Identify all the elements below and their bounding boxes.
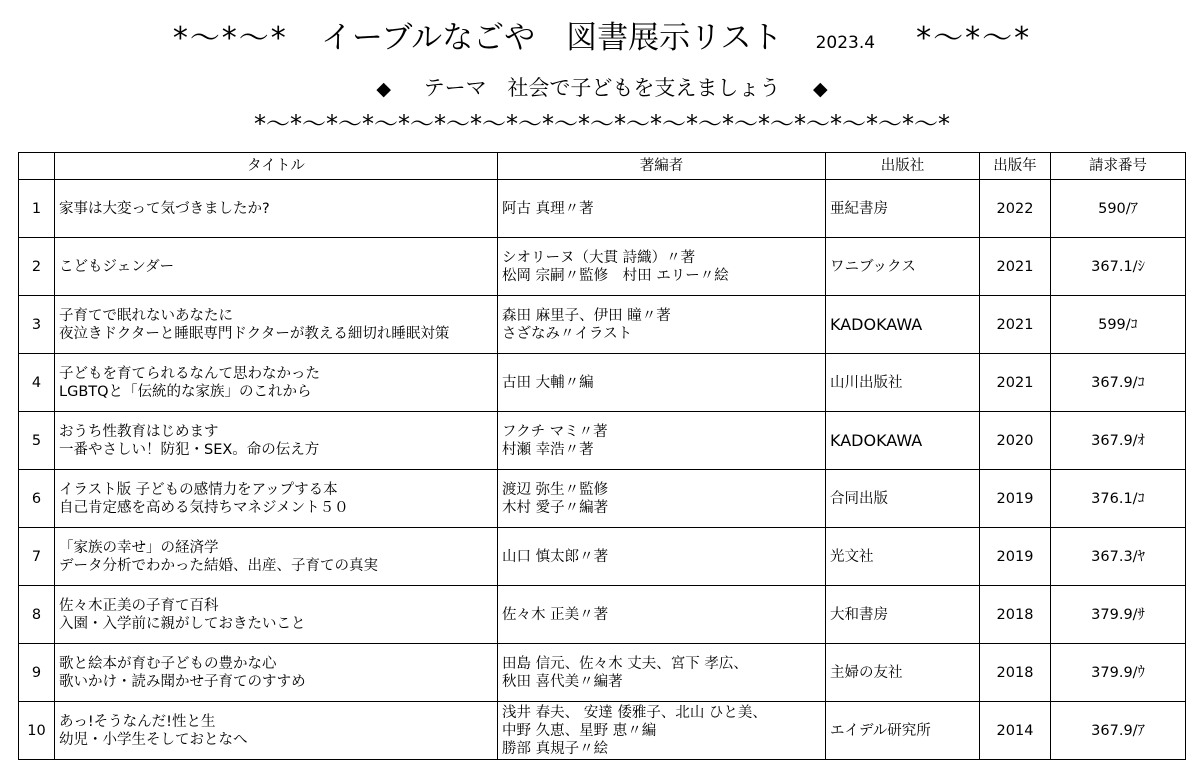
book-number: 6 <box>19 470 55 528</box>
book-author-line: 阿古 真理〃著 <box>502 200 594 217</box>
book-call-number: 599/ｺ <box>1051 296 1186 354</box>
book-title-line: 一番やさしい！防犯・SEX。命の伝え方 <box>59 441 320 458</box>
theme-line <box>0 72 1204 102</box>
column-header-call-number: 請求番号 <box>1051 153 1186 180</box>
book-year: 2019 <box>980 470 1051 528</box>
book-author <box>498 296 826 354</box>
book-author-line: 木村 愛子〃編著 <box>502 499 609 516</box>
table-row <box>19 586 1186 644</box>
book-year: 2022 <box>980 180 1051 238</box>
book-publisher: 合同出版 <box>826 470 980 528</box>
column-header-author: 著編者 <box>498 153 826 180</box>
book-number: 1 <box>19 180 55 238</box>
book-title-line: 家事は大変って気づきましたか? <box>59 200 270 217</box>
book-publisher: KADOKAWA <box>826 412 980 470</box>
book-title-line: 子どもを育てられるなんて思わなかった <box>59 365 320 382</box>
book-title <box>55 296 498 354</box>
page-title-line <box>0 12 1204 57</box>
book-title <box>55 412 498 470</box>
book-title <box>55 702 498 760</box>
book-publisher: 山川出版社 <box>826 354 980 412</box>
book-year: 2018 <box>980 586 1051 644</box>
book-author-line: 森田 麻里子、伊田 瞳〃著 <box>502 307 671 324</box>
book-author <box>498 470 826 528</box>
book-author-line: 古田 大輔〃編 <box>502 374 594 391</box>
book-number: 7 <box>19 528 55 586</box>
book-title-line: 歌いかけ・読み聞かせ子育てのすすめ <box>59 673 306 690</box>
book-year: 2014 <box>980 702 1051 760</box>
book-title <box>55 238 498 296</box>
theme-label: テーマ <box>423 76 487 100</box>
book-author-line: フクチ マミ〃著 <box>502 423 608 440</box>
book-author <box>498 180 826 238</box>
diamond-icon-left: ◆ <box>376 78 391 100</box>
book-author-line: 渡辺 弥生〃監修 <box>502 481 609 498</box>
book-author <box>498 702 826 760</box>
book-title-line: LGBTQと「伝統的な家族」のこれから <box>59 383 312 400</box>
book-title-line: 入園・入学前に親がしておきたいこと <box>59 615 306 632</box>
table-row <box>19 528 1186 586</box>
theme-text: 社会で子どもを支えましょう <box>507 76 781 100</box>
book-title-line: あっ!そうなんだ!性と生 <box>59 713 216 730</box>
table-row <box>19 702 1186 760</box>
book-call-number: 379.9/ｻ <box>1051 586 1186 644</box>
book-author <box>498 528 826 586</box>
book-title-line: データ分析でわかった結婚、出産、子育ての真実 <box>59 557 378 574</box>
table-row <box>19 296 1186 354</box>
book-publisher: エイデル研究所 <box>826 702 980 760</box>
book-list-table <box>18 152 1186 760</box>
book-publisher: 大和書房 <box>826 586 980 644</box>
book-year: 2019 <box>980 528 1051 586</box>
book-author <box>498 586 826 644</box>
column-header-number <box>19 153 55 180</box>
page-title: イーブルなごや 図書展示リスト <box>320 20 783 56</box>
book-author <box>498 412 826 470</box>
book-title <box>55 586 498 644</box>
book-publisher: KADOKAWA <box>826 296 980 354</box>
book-call-number: 367.1/ｼ <box>1051 238 1186 296</box>
book-author-line: 田島 信元、佐々木 丈夫、宮下 孝広、 <box>502 655 748 672</box>
book-publisher: 主婦の友社 <box>826 644 980 702</box>
book-publisher: 光文社 <box>826 528 980 586</box>
table-row <box>19 238 1186 296</box>
book-call-number: 367.9/ｱ <box>1051 702 1186 760</box>
book-title-line: 子育てで眠れないあなたに <box>59 307 233 324</box>
book-title-line: 歌と絵本が育む子どもの豊かな心 <box>59 655 277 672</box>
table-row <box>19 644 1186 702</box>
book-call-number: 367.9/ｵ <box>1051 412 1186 470</box>
table-header-row <box>19 153 1186 180</box>
book-call-number: 379.9/ｳ <box>1051 644 1186 702</box>
table-row <box>19 180 1186 238</box>
book-author-line: 佐々木 正美〃著 <box>502 606 609 623</box>
book-publisher: 亜紀書房 <box>826 180 980 238</box>
table-row <box>19 470 1186 528</box>
book-author <box>498 238 826 296</box>
book-number: 8 <box>19 586 55 644</box>
book-author-line: 中野 久恵、星野 恵〃編 <box>502 722 657 739</box>
book-number: 9 <box>19 644 55 702</box>
column-header-title: タイトル <box>55 153 498 180</box>
table-body <box>19 180 1186 760</box>
book-title <box>55 470 498 528</box>
title-decoration-right: *〜*〜* <box>916 21 1032 56</box>
decorative-divider: *〜*〜*〜*〜*〜*〜*〜*〜*〜*〜*〜*〜*〜*〜*〜*〜*〜*〜*〜* <box>254 110 950 138</box>
book-author-line: 秋田 喜代美〃編著 <box>502 673 623 690</box>
book-title <box>55 180 498 238</box>
book-number: 5 <box>19 412 55 470</box>
book-call-number: 367.9/ｺ <box>1051 354 1186 412</box>
book-title-line: 自己肯定感を高める気持ちマネジメント５０ <box>59 499 349 516</box>
book-author-line: 松岡 宗嗣〃監修 村田 エリー〃絵 <box>502 267 729 284</box>
book-number: 4 <box>19 354 55 412</box>
book-title-line: 「家族の幸せ」の経済学 <box>59 539 219 556</box>
book-call-number: 590/ｱ <box>1051 180 1186 238</box>
column-header-publisher: 出版社 <box>826 153 980 180</box>
book-title <box>55 528 498 586</box>
book-publisher: ワニブックス <box>826 238 980 296</box>
book-author-line: 山口 慎太郎〃著 <box>502 548 609 565</box>
title-decoration-left: *〜*〜* <box>172 21 288 56</box>
book-title-line: 夜泣きドクターと睡眠専門ドクターが教える細切れ睡眠対策 <box>59 325 450 342</box>
book-title-line: おうち性教育はじめます <box>59 423 219 440</box>
book-author-line: 勝部 真規子〃絵 <box>502 740 609 757</box>
book-call-number: 367.3/ﾔ <box>1051 528 1186 586</box>
book-title-line: こどもジェンダー <box>59 258 175 275</box>
diamond-icon-right: ◆ <box>813 78 828 100</box>
book-author <box>498 354 826 412</box>
column-header-year: 出版年 <box>980 153 1051 180</box>
book-author-line: 浅井 春夫、 安達 倭雅子、北山 ひと美、 <box>502 704 767 721</box>
book-title <box>55 354 498 412</box>
book-year: 2021 <box>980 238 1051 296</box>
book-call-number: 376.1/ｺ <box>1051 470 1186 528</box>
book-author <box>498 644 826 702</box>
book-author-line: さざなみ〃イラスト <box>502 325 633 342</box>
book-title-line: イラスト版 子どもの感情力をアップする本 <box>59 481 338 498</box>
table-row <box>19 354 1186 412</box>
list-date: 2023.4 <box>815 33 876 53</box>
book-number: 3 <box>19 296 55 354</box>
book-title-line: 幼児・小学生そしておとなへ <box>59 731 248 748</box>
table-row <box>19 412 1186 470</box>
book-year: 2021 <box>980 296 1051 354</box>
book-year: 2020 <box>980 412 1051 470</box>
book-title-line: 佐々木正美の子育て百科 <box>59 597 219 614</box>
book-author-line: 村瀬 幸浩〃著 <box>502 441 594 458</box>
book-title <box>55 644 498 702</box>
book-year: 2021 <box>980 354 1051 412</box>
book-author-line: シオリーヌ（大貫 詩織）〃著 <box>502 249 696 266</box>
book-number: 2 <box>19 238 55 296</box>
book-number: 10 <box>19 702 55 760</box>
book-year: 2018 <box>980 644 1051 702</box>
